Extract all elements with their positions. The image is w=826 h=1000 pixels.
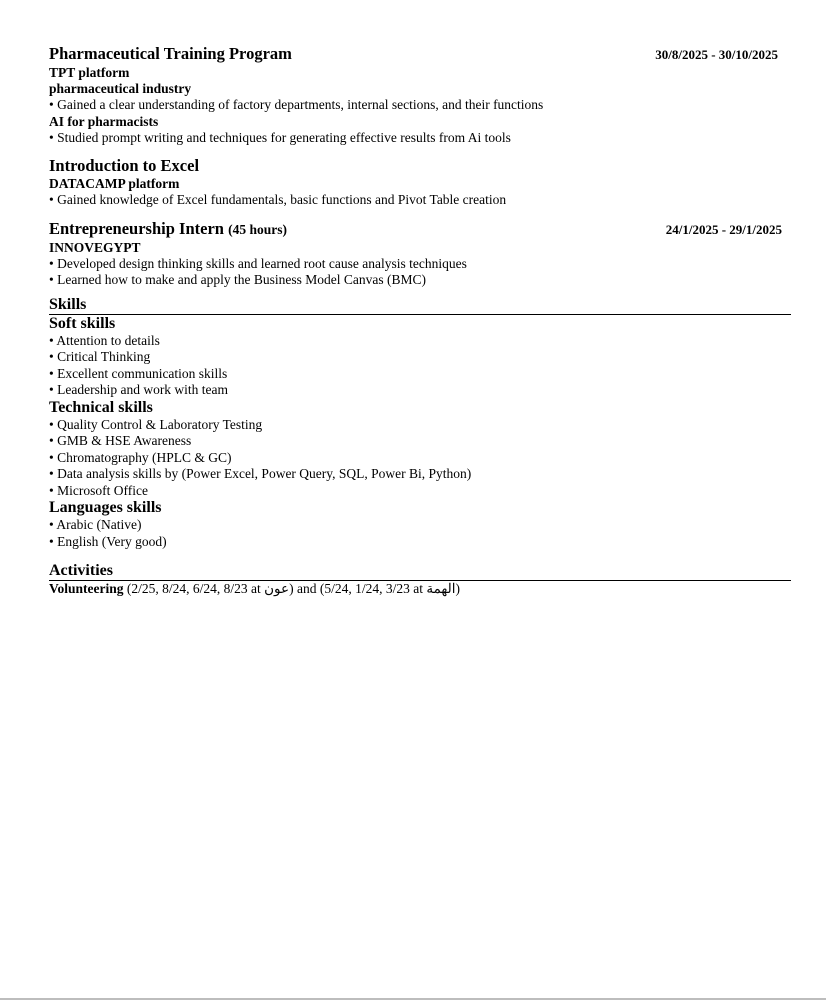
experience-header bbox=[49, 44, 791, 65]
experience-entry bbox=[49, 44, 791, 146]
experience-header bbox=[49, 219, 791, 240]
soft-skill-item: • Excellent communication skills bbox=[49, 365, 228, 381]
resume-page bbox=[49, 44, 791, 597]
technical-skill-item: • Data analysis skills by (Power Excel, Power Query, SQL, Power Bi, Python) bbox=[49, 466, 472, 481]
experience-entry bbox=[49, 219, 791, 289]
technical-skill-item: • GMB & HSE Awareness bbox=[49, 433, 192, 448]
technical-skills-heading: Technical skills bbox=[49, 398, 153, 416]
experience-list bbox=[49, 44, 791, 289]
experience-title: Entrepreneurship Intern bbox=[49, 218, 224, 238]
experience-bullet: • Learned how to make and apply the Business Model Canvas (BMC) bbox=[49, 272, 427, 287]
volunteering-label: Volunteering bbox=[49, 581, 124, 596]
language-skill-item: • English (Very good) bbox=[49, 533, 167, 549]
experience-header bbox=[49, 156, 791, 176]
languages-skills-list bbox=[49, 517, 791, 550]
activities-heading: Activities bbox=[49, 562, 791, 581]
experience-title-wrap bbox=[49, 44, 292, 64]
experience-subheading: TPT platform bbox=[49, 65, 130, 80]
soft-skills-list bbox=[49, 333, 791, 399]
volunteering-line bbox=[49, 581, 791, 597]
experience-title-wrap bbox=[49, 219, 287, 240]
experience-subheading: DATACAMP platform bbox=[49, 176, 180, 191]
experience-entry bbox=[49, 156, 791, 209]
experience-subheading: pharmaceutical industry bbox=[49, 81, 192, 96]
technical-skill-item: • Chromatography (HPLC & GC) bbox=[49, 449, 232, 465]
experience-title-wrap bbox=[49, 156, 199, 176]
language-skill-item: • Arabic (Native) bbox=[49, 517, 142, 532]
skills-heading: Skills bbox=[49, 296, 791, 315]
experience-bullet: • Developed design thinking skills and learned root cause analysis techniques bbox=[49, 255, 467, 271]
experience-bullet: • Studied prompt writing and techniques for generating effective results from Ai tools bbox=[49, 129, 511, 145]
experience-title: Introduction to Excel bbox=[49, 156, 200, 175]
soft-skills-heading: Soft skills bbox=[49, 314, 116, 332]
technical-skills-list bbox=[49, 417, 791, 500]
technical-skill-item: • Quality Control & Laboratory Testing bbox=[49, 416, 263, 432]
experience-bullet: • Gained a clear understanding of factory departments, internal sections, and their functions bbox=[49, 97, 544, 112]
experience-date: 24/1/2025 - 29/1/2025 bbox=[665, 221, 782, 237]
experience-date: 30/8/2025 - 30/10/2025 bbox=[655, 47, 778, 62]
experience-title: Pharmaceutical Training Program bbox=[49, 44, 292, 63]
technical-skill-item: • Microsoft Office bbox=[49, 482, 148, 498]
languages-skills-heading: Languages skills bbox=[49, 499, 162, 516]
experience-duration-note: (45 hours) bbox=[228, 221, 287, 237]
experience-subheading: INNOVEGYPT bbox=[49, 239, 141, 255]
experience-subheading: AI for pharmacists bbox=[49, 113, 159, 129]
volunteering-detail: (2/25, 8/24, 6/24, 8/23 at عون) and (5/24, 1/24, 3/23 at الهمة) bbox=[123, 581, 460, 596]
soft-skill-item: • Leadership and work with team bbox=[49, 382, 229, 397]
soft-skill-item: • Critical Thinking bbox=[49, 349, 151, 364]
soft-skill-item: • Attention to details bbox=[49, 332, 160, 348]
experience-bullet: • Gained knowledge of Excel fundamentals, basic functions and Pivot Table creation bbox=[49, 192, 507, 207]
